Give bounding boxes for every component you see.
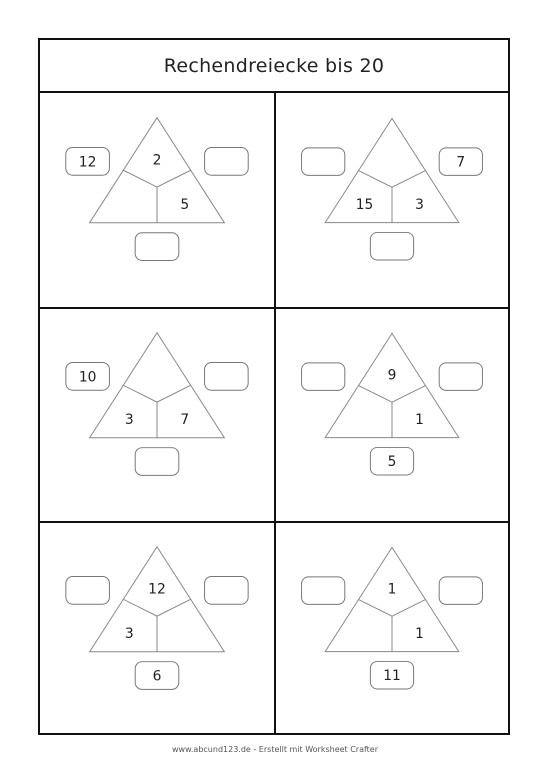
sum-bottom-box	[370, 232, 413, 260]
triangle-top-value: 2	[152, 152, 162, 169]
divider-left	[123, 599, 157, 616]
triangle-right-value: 1	[415, 411, 424, 428]
sum-left-box	[302, 363, 345, 391]
sum-left-box	[302, 148, 345, 176]
divider-right	[392, 600, 425, 617]
sum-left-box	[302, 577, 345, 605]
triangle-drawing	[276, 93, 508, 307]
divider-left	[359, 386, 392, 403]
sum-right-box	[205, 147, 249, 175]
triangle-cell-4	[274, 307, 508, 521]
sum-bottom-value: 5	[387, 454, 397, 471]
divider-right	[157, 385, 191, 402]
sum-bottom-box	[135, 233, 179, 261]
sum-bottom-value: 6	[152, 668, 162, 685]
triangle-drawing	[276, 523, 508, 735]
triangle-left-value: 3	[124, 411, 134, 428]
triangle-drawing	[40, 309, 274, 521]
sum-right-box	[205, 362, 249, 390]
title-bar	[40, 40, 508, 93]
triangle-grid	[40, 93, 508, 733]
divider-right	[392, 386, 425, 403]
divider-right	[157, 170, 191, 187]
triangle-top-value: 12	[148, 581, 166, 598]
sum-right-value: 7	[456, 154, 466, 171]
sum-right-box	[205, 576, 249, 604]
sum-left-box	[66, 576, 110, 604]
triangle-right-value: 7	[180, 411, 190, 428]
sum-right-box	[439, 577, 482, 605]
sum-right-box	[439, 363, 482, 391]
triangle-left-value: 15	[355, 196, 374, 213]
triangle-drawing	[276, 309, 508, 521]
triangle-cell-6	[274, 521, 508, 735]
divider-left	[123, 385, 157, 402]
worksheet	[38, 38, 510, 735]
divider-left	[123, 170, 157, 187]
triangle-top-value: 9	[387, 367, 397, 384]
triangle-cell-1	[40, 93, 274, 307]
footer-credit: www.abcund123.de - Erstellt mit Worksheet Crafter	[171, 745, 379, 754]
triangle-cell-5	[40, 521, 274, 735]
triangle-top-value: 1	[387, 581, 397, 598]
sum-left-value: 12	[78, 154, 97, 171]
divider-left	[359, 600, 392, 617]
sum-bottom-box	[135, 448, 179, 476]
divider-left	[359, 171, 392, 188]
triangle-drawing	[40, 93, 274, 307]
divider-right	[157, 599, 191, 616]
triangle-right-value: 3	[415, 196, 424, 213]
worksheet-title: Rechendreiecke bis 20	[163, 54, 385, 77]
triangle-drawing	[40, 523, 274, 735]
divider-right	[392, 171, 425, 188]
triangle-cell-2	[274, 93, 508, 307]
triangle-right-value: 5	[180, 196, 190, 213]
triangle-left-value: 3	[124, 625, 134, 642]
sum-left-value: 10	[78, 369, 97, 386]
sum-bottom-value: 11	[383, 668, 401, 685]
triangle-cell-3	[40, 307, 274, 521]
triangle-right-value: 1	[415, 625, 424, 642]
